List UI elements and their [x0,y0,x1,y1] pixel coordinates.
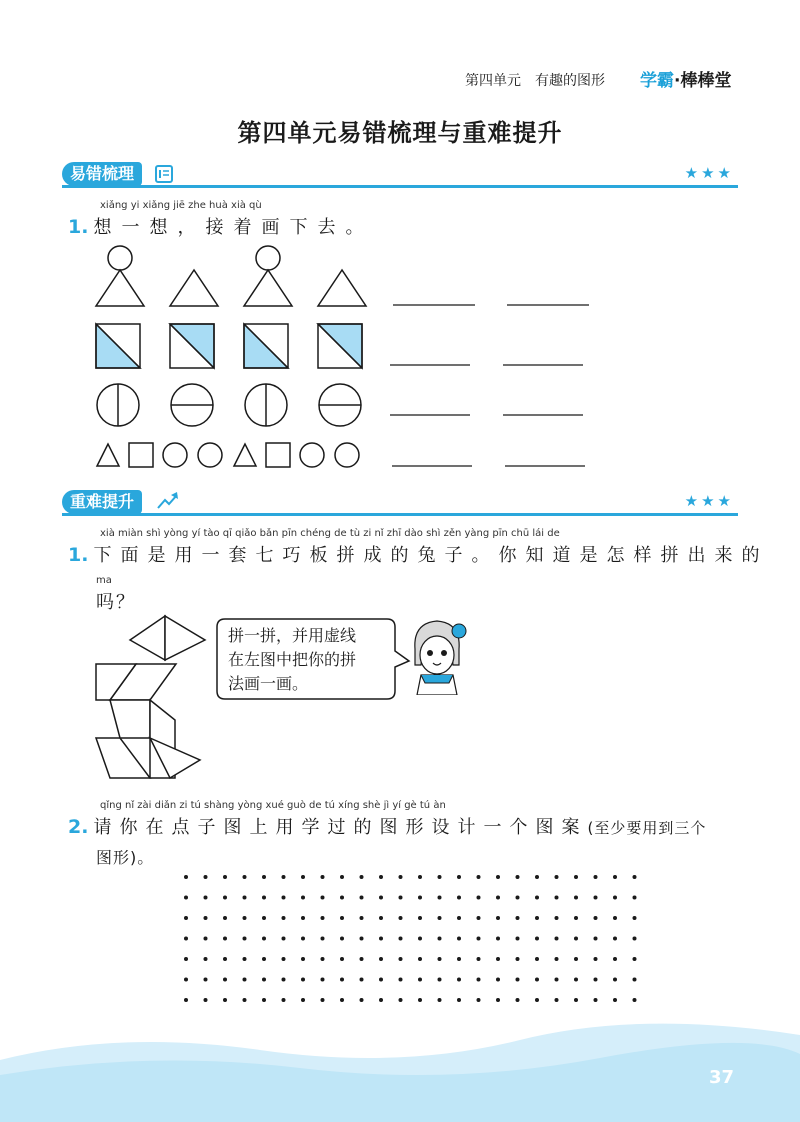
grid-dot [399,998,403,1002]
grid-dot [399,875,403,879]
grid-dot [594,998,598,1002]
grid-dot [574,937,578,941]
grid-dot [438,998,442,1002]
grid-dot [496,896,500,900]
grid-dot [223,957,227,961]
q2-number: 1. [68,544,89,566]
grid-dot [574,957,578,961]
grid-dot [360,998,364,1002]
grid-dot [418,978,422,982]
grid-dot [262,916,266,920]
grid-dot [613,937,617,941]
grid-dot [262,875,266,879]
grid-dot [594,916,598,920]
grid-dot [379,978,383,982]
grid-dot [438,875,442,879]
q2-text: 下面是用一套七巧板拼成的兔子。你知道是怎样拼出来的 [93,545,769,566]
grid-dot [438,937,442,941]
grid-dot [301,916,305,920]
grid-dot [321,978,325,982]
grid-dot [184,998,188,1002]
grid-dot [301,998,305,1002]
grid-dot [574,875,578,879]
q3-pinyin: qǐng nǐ zài diǎn zi tú shàng yòng xué guò de tú xíng shè jì yí gè tú àn [100,800,446,811]
grid-dot [204,957,208,961]
grid-dot [496,916,500,920]
grid-dot [633,896,637,900]
grid-dot [184,978,188,982]
grid-dot [282,978,286,982]
grid-dot [438,916,442,920]
grid-dot [184,875,188,879]
grid-dot [457,875,461,879]
grid-dot [399,937,403,941]
grid-dot [496,998,500,1002]
footer-wave [0,1020,800,1122]
grid-dot [535,998,539,1002]
grid-dot [477,937,481,941]
grid-dot [399,916,403,920]
grid-dot [418,937,422,941]
grid-dot [535,957,539,961]
grid-dot [379,998,383,1002]
grid-dot [301,937,305,941]
difficulty-stars: ★★★ [684,492,734,510]
q2-pinyin-2: ma [96,575,112,586]
grid-dot [477,978,481,982]
grid-dot [340,998,344,1002]
grid-dot [516,937,520,941]
grid-dot [262,998,266,1002]
grid-dot [379,957,383,961]
grid-dot [633,978,637,982]
grid-dot [204,896,208,900]
grid-dot [282,875,286,879]
grid-dot [321,875,325,879]
grid-dot [243,957,247,961]
grid-dot [633,957,637,961]
grid-dot [555,937,559,941]
grid-dot [243,916,247,920]
grid-dot [340,916,344,920]
q2-pinyin: xià miàn shì yòng yí tào qī qiǎo bǎn pīn chéng de tù zi nǐ zhī dào shì zěn yàng pīn chū lái de [100,528,560,539]
grid-dot [613,957,617,961]
grid-dot [516,998,520,1002]
grid-dot [574,916,578,920]
grid-dot [555,957,559,961]
grid-dot [321,998,325,1002]
q3-text: 请你在点子图上用学过的图形设计一个图案 [93,817,588,838]
grid-dot [457,896,461,900]
grid-dot [555,978,559,982]
grid-dot [399,978,403,982]
grid-dot [262,896,266,900]
grid-dot [535,916,539,920]
grid-dot [340,937,344,941]
grid-dot [516,896,520,900]
grid-dot [477,875,481,879]
grid-dot [438,978,442,982]
q1-pinyin: xiǎng yi xiǎng jiē zhe huà xià qù [100,200,262,211]
grid-dot [301,896,305,900]
grid-dot [360,957,364,961]
grid-dot [438,957,442,961]
bubble-line: 在左图中把你的拼 [228,650,357,669]
grid-dot [535,937,539,941]
grid-dot [418,896,422,900]
grid-dot [496,957,500,961]
grid-dot [301,875,305,879]
grid-dot [613,978,617,982]
grid-dot [574,896,578,900]
grid-dot [360,937,364,941]
grid-dot [204,978,208,982]
grid-dot [633,937,637,941]
bubble-line: 拼一拼，并用虚线 [228,626,357,645]
grid-dot [379,875,383,879]
grid-dot [457,937,461,941]
grid-dot [379,937,383,941]
grid-dot [477,896,481,900]
grid-dot [457,957,461,961]
grid-dot [223,998,227,1002]
grid-dot [574,978,578,982]
grid-dot [282,916,286,920]
grid-dot [555,998,559,1002]
grid-dot [535,978,539,982]
grid-dot [438,896,442,900]
grid-dot [379,916,383,920]
grid-dot [321,896,325,900]
grid-dot [418,875,422,879]
grid-dot [594,875,598,879]
q1-number: 1. [68,216,89,238]
grid-dot [360,978,364,982]
grid-dot [340,957,344,961]
grid-dot [613,998,617,1002]
grid-dot [243,896,247,900]
grid-dot [594,937,598,941]
grid-dot [496,875,500,879]
grid-dot [360,916,364,920]
grid-dot [301,957,305,961]
q3-number: 2. [68,816,89,838]
grid-dot [535,896,539,900]
grid-dot [516,957,520,961]
grid-dot [457,998,461,1002]
grid-dot [477,957,481,961]
section-tag-advance: 重难提升 [62,490,142,514]
unit-title: 第四单元 有趣的图形 [465,73,605,89]
grid-dot [574,998,578,1002]
grid-dot [633,998,637,1002]
grid-dot [262,957,266,961]
page-title: 第四单元易错梳理与重难提升 [237,119,563,147]
grid-dot [321,957,325,961]
grid-dot [477,916,481,920]
q1-text: 想一想，接着画下去。 [93,217,374,238]
grid-dot [418,957,422,961]
grid-dot [399,957,403,961]
grid-dot [243,875,247,879]
grid-dot [243,937,247,941]
grid-dot [418,998,422,1002]
grid-dot [204,998,208,1002]
grid-dot [282,957,286,961]
grid-dot [223,896,227,900]
grid-dot [535,875,539,879]
grid-dot [184,937,188,941]
grid-dot [340,875,344,879]
grid-dot [516,875,520,879]
grid-dot [282,998,286,1002]
grid-dot [516,916,520,920]
grid-dot [613,916,617,920]
grid-dot [282,896,286,900]
grid-dot [633,916,637,920]
grid-dot [243,978,247,982]
grid-dot [204,916,208,920]
grid-dot [613,896,617,900]
grid-dot [223,937,227,941]
grid-dot [223,916,227,920]
grid-dot [243,998,247,1002]
grid-dot [496,937,500,941]
grid-dot [457,978,461,982]
grid-dot [223,875,227,879]
difficulty-stars: ★★★ [684,164,734,182]
q2-text-2: 吗？ [96,592,136,613]
grid-dot [262,937,266,941]
grid-dot [360,896,364,900]
grid-dot [340,978,344,982]
section-tag-mistakes: 易错梳理 [62,162,142,186]
grid-dot [204,937,208,941]
grid-dot [555,875,559,879]
grid-dot [457,916,461,920]
grid-dot [204,875,208,879]
grid-dot [496,978,500,982]
page-number: 37 [708,1067,734,1088]
grid-dot [477,998,481,1002]
grid-dot [613,875,617,879]
grid-dot [321,916,325,920]
grid-dot [516,978,520,982]
grid-dot [594,978,598,982]
grid-dot [399,896,403,900]
grid-dot [184,957,188,961]
bubble-line: 法画一画。 [228,674,309,693]
grid-dot [321,937,325,941]
grid-dot [594,957,598,961]
q3-note: (至少要用到三个 [587,819,707,837]
grid-dot [594,896,598,900]
grid-dot [360,875,364,879]
grid-dot [555,916,559,920]
brand-name-a: 学霸 [640,71,674,91]
brand-name-b: ·棒棒堂 [674,71,732,91]
grid-dot [633,875,637,879]
grid-dot [340,896,344,900]
grid-dot [184,896,188,900]
grid-dot [418,916,422,920]
grid-dot [379,896,383,900]
q3-text-2: 图形)。 [96,848,155,867]
grid-dot [301,978,305,982]
grid-dot [184,916,188,920]
grid-dot [282,937,286,941]
grid-dot [555,896,559,900]
grid-dot [223,978,227,982]
grid-dot [262,978,266,982]
